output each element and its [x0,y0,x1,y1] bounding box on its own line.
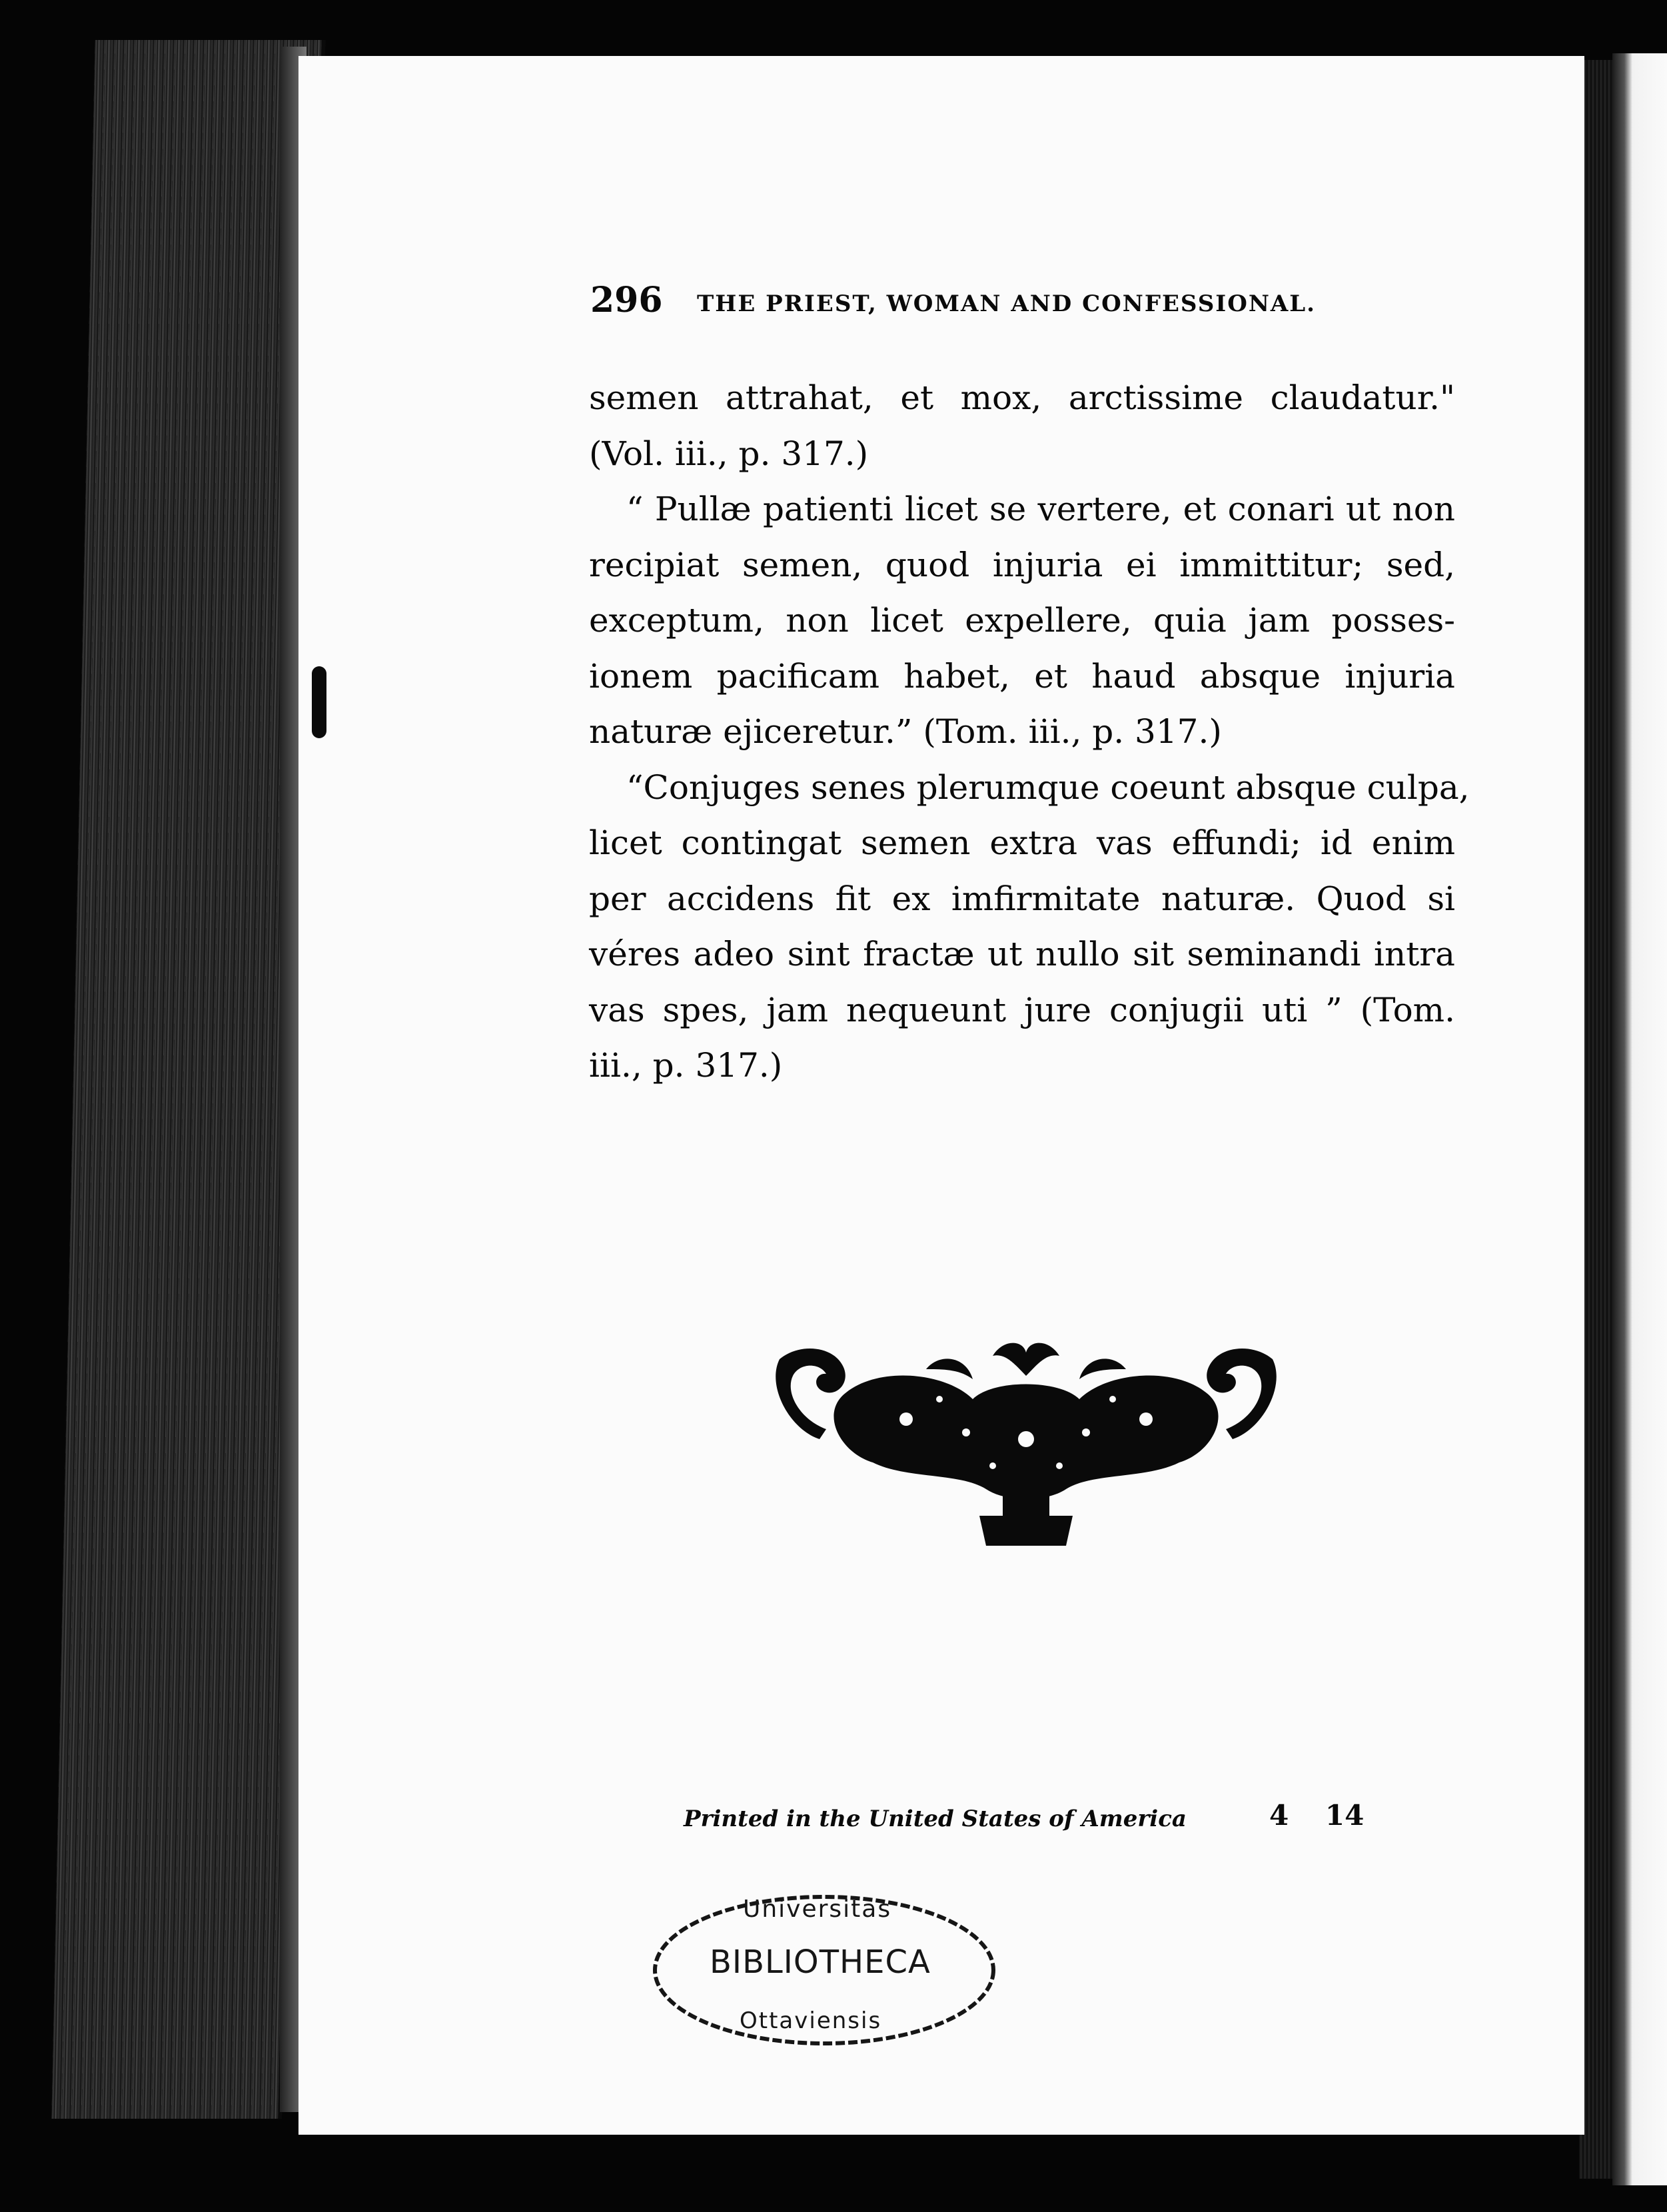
stamp-text-bottom: Ottaviensis [740,2007,882,2034]
body-text [589,370,1470,1094]
page-mark [312,666,326,738]
stamp-text-top: Universitas [743,1896,892,1923]
printed-in-notice: Printed in the United States of America [684,1806,1187,1832]
text-line: naturæ ejiceretur.” (Tom. iii., p. 317.) [589,712,1222,751]
text-line: “ Pullæ patienti licet se vertere, et conari ut non [626,490,1455,528]
text-line: “Conjuges senes plerumque coeunt absque culpa, [626,768,1470,807]
text-line: vas spes, jam nequeunt jure conjugii uti ” (Tom. [589,990,1455,1029]
page-number: 296 [590,280,663,320]
text-line: iii., p. 317.) [589,1046,783,1085]
stamp-text-middle: BIBLIOTHECA [710,1943,931,1981]
print-code: 4 14 [1269,1799,1365,1832]
ornament-tailpiece [773,1339,1279,1566]
gutter-shadow [1579,60,1616,2179]
text-line: exceptum, non licet expellere, quia jam posses- [589,601,1455,640]
text-line: recipiat semen, quod injuria ei immittitur; sed, [589,545,1455,584]
text-line: semen attrahat, et mox, arctissime claudatur." [589,378,1455,417]
running-header [590,280,1390,326]
text-line: per accidens fit ex imfirmitate naturæ. Quod si [589,879,1455,918]
next-page-edge [1612,53,1667,2185]
text-line: véres adeo sint fractæ ut nullo sit seminandi intra [589,935,1455,973]
text-line: (Vol. iii., p. 317.) [589,434,869,473]
library-stamp [650,1889,999,2052]
running-title: THE PRIEST, WOMAN AND CONFESSIONAL. [697,290,1317,317]
text-line: licet contingat semen extra vas effundi; id enim [589,824,1455,862]
text-line: ionem pacificam habet, et haud absque injuria [589,656,1455,696]
